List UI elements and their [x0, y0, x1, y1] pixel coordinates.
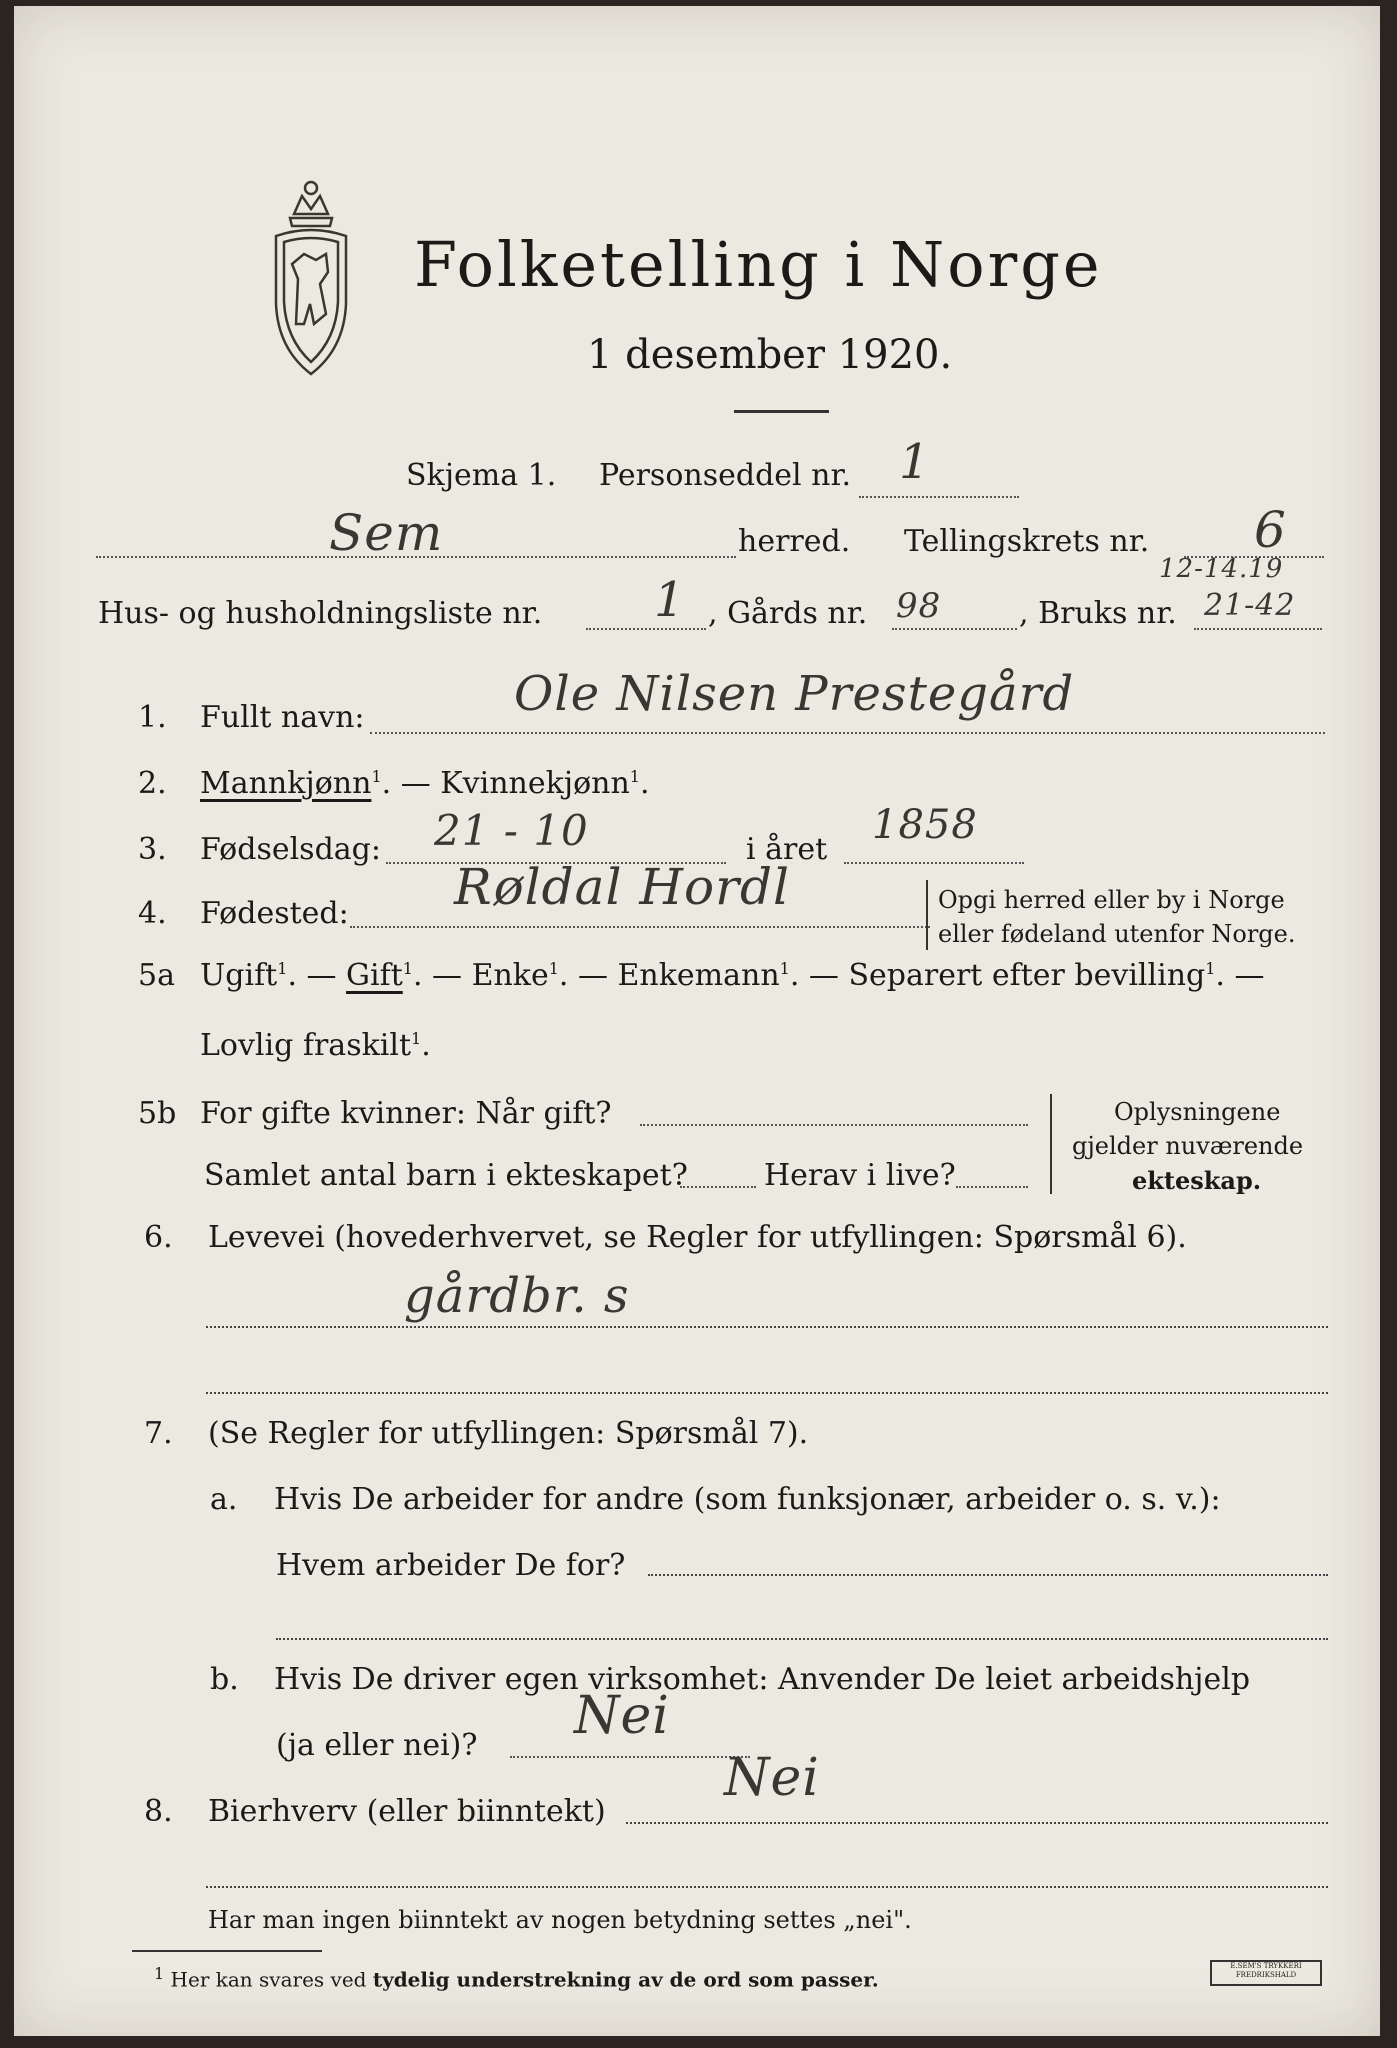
census-date: 1 desember 1920.	[587, 332, 953, 378]
q5b-line1	[640, 1124, 1028, 1126]
gards-line	[892, 628, 1017, 630]
q4-brace	[926, 880, 932, 950]
q8-label: Bierhverv (eller biinntekt)	[208, 1794, 606, 1829]
q7b-letter: b.	[210, 1662, 239, 1697]
q5a-options: Ugift$^1$. — Gift$^1$. — Enke$^1$. — Enkemann$^1$. — Separert efter bevilling$^1$. —	[200, 958, 1265, 993]
q7a-text2: Hvem arbeider De for?	[276, 1548, 626, 1583]
skjema-label: Skjema 1.	[406, 458, 557, 493]
q7-label: (Se Regler for utfyllingen: Spørsmål 7).	[208, 1416, 809, 1451]
q5a-enke[interactable]: Enke	[471, 958, 549, 993]
q5a-dash3: . —	[558, 958, 618, 993]
footnote-text-a: Her kan svares ved	[170, 1967, 367, 1992]
q5b-line2	[680, 1186, 756, 1188]
q5a-number: 5a	[138, 958, 175, 993]
q7b-value[interactable]: Nei	[574, 1686, 670, 1746]
q2-mannkjonn[interactable]: Mannkjønn	[200, 766, 372, 801]
footnote-mark: 1	[154, 1964, 165, 1983]
q5b-label1: For gifte kvinner: Når gift?	[200, 1096, 612, 1131]
q5a-dash4: . —	[789, 958, 849, 993]
q1-line	[370, 732, 1325, 734]
printer-stamp: E.SEM'S TRYKKERI FREDRIKSHALD	[1210, 1960, 1322, 1986]
q5a-gift[interactable]: Gift	[346, 958, 403, 993]
q3-aar-line	[844, 862, 1024, 864]
q5b-note2-text: gjelder nuværende	[1072, 1132, 1304, 1160]
personseddel-value[interactable]: 1	[899, 434, 931, 490]
tellingskrets-label: Tellingskrets nr.	[904, 524, 1150, 559]
q5a-dash2: . —	[412, 958, 472, 993]
q5a-lovlig-row: Lovlig fraskilt$^1$.	[200, 1028, 431, 1063]
hus-value[interactable]: 1	[654, 572, 686, 628]
q7b-text2: (ja eller nei)?	[276, 1728, 478, 1763]
q4-number: 4.	[138, 896, 167, 931]
q4-label: Fødested:	[200, 896, 349, 931]
q7b-text: Hvis De driver egen virksomhet: Anvender De leiet arbeidshjelp	[274, 1662, 1251, 1697]
q4-line	[350, 926, 930, 928]
gards-label: , Gårds nr.	[708, 596, 868, 631]
q1-value[interactable]: Ole Nilsen Prestegård	[514, 666, 1075, 722]
q3-number: 3.	[138, 832, 167, 867]
q5b-note2	[1072, 1132, 1303, 1160]
gards-value[interactable]: 98	[896, 586, 942, 626]
q8-value[interactable]: Nei	[724, 1748, 820, 1808]
q5a-enkemann[interactable]: Enkemann	[617, 958, 780, 993]
q5a-separert[interactable]: Separert efter bevilling	[848, 958, 1206, 993]
q3-aar-label: i året	[746, 832, 828, 867]
q5a-lovlig[interactable]: Lovlig fraskilt	[200, 1028, 412, 1063]
herred-label: herred.	[738, 524, 851, 559]
q5a-lovlig-end: .	[421, 1028, 431, 1063]
q7a-line1	[648, 1574, 1328, 1576]
q8-line2	[206, 1886, 1328, 1888]
q6-label: Levevei (hovederhvervet, se Regler for utfyllingen: Spørsmål 6).	[208, 1220, 1187, 1255]
q6-line1	[206, 1326, 1328, 1328]
bruks-label: , Bruks nr.	[1019, 596, 1177, 631]
q5a-dash5: . —	[1215, 958, 1265, 993]
bruks-value[interactable]: 21-42	[1204, 588, 1296, 623]
hus-line	[586, 628, 706, 630]
footnote-rule	[132, 1950, 322, 1952]
q4-value[interactable]: Røldal Hordl	[454, 858, 790, 916]
coat-of-arms-icon	[254, 174, 369, 379]
q4-note-line2: eller fødeland utenfor Norge.	[938, 920, 1296, 948]
q5b-label2: Samlet antal barn i ekteskapet?	[204, 1158, 688, 1193]
q2-sep: . —	[381, 766, 441, 801]
q5a-ugift[interactable]: Ugift	[200, 958, 278, 993]
q2-number: 2.	[138, 766, 167, 801]
q7b-line	[510, 1756, 750, 1758]
tellingskrets-annotation: 12-14.19	[1159, 554, 1284, 584]
q7a-text: Hvis De arbeider for andre (som funksjonær, arbeider o. s. v.):	[274, 1482, 1221, 1517]
q6-value[interactable]: gårdbr. s	[404, 1268, 630, 1324]
q2-end: .	[639, 766, 650, 801]
bruks-line	[1194, 628, 1322, 630]
q2-kvinnekjonn[interactable]: Kvinnekjønn	[440, 766, 630, 801]
q2-options: Mannkjønn$^1$. — Kvinnekjønn$^1$.	[200, 766, 650, 801]
q1-number: 1.	[138, 700, 167, 735]
q5b-brace	[1050, 1094, 1056, 1194]
q4-note-line1: Opgi herred eller by i Norge	[938, 886, 1285, 914]
q5b-note3: ekteskap.	[1132, 1166, 1262, 1195]
q5a-dash1: . —	[287, 958, 347, 993]
q8-number: 8.	[144, 1794, 173, 1829]
q6-number: 6.	[144, 1220, 173, 1255]
q5b-number: 5b	[138, 1096, 177, 1131]
q5b-note1: Oplysningene	[1114, 1098, 1281, 1126]
no-income-note: Har man ingen biinntekt av nogen betydning settes „nei".	[208, 1906, 912, 1934]
q3-label: Fødselsdag:	[200, 832, 381, 867]
census-form-sheet	[14, 6, 1380, 2036]
q8-line1	[626, 1822, 1328, 1824]
herred-value[interactable]: Sem	[329, 504, 444, 562]
q3-aar-value[interactable]: 1858	[872, 802, 978, 848]
q1-label: Fullt navn:	[200, 700, 365, 735]
q6-line2	[206, 1392, 1328, 1394]
q3-value[interactable]: 21 - 10	[434, 806, 589, 855]
form-title: Folketelling i Norge	[414, 228, 1103, 301]
personseddel-line	[859, 496, 1019, 498]
q7a-letter: a.	[210, 1482, 238, 1517]
q5b-label3: Herav i live?	[764, 1158, 956, 1193]
q5b-line3	[956, 1186, 1028, 1188]
hus-label: Hus- og husholdningsliste nr.	[98, 596, 543, 631]
personseddel-label: Personseddel nr.	[599, 458, 852, 493]
footnote	[154, 1964, 879, 1992]
tellingskrets-value[interactable]: 6	[1254, 501, 1287, 559]
title-rule	[734, 410, 829, 413]
q7-number: 7.	[144, 1416, 173, 1451]
q7a-line2	[276, 1638, 1328, 1640]
footnote-text-b: tydelig understrekning av de ord som passer.	[372, 1967, 879, 1992]
